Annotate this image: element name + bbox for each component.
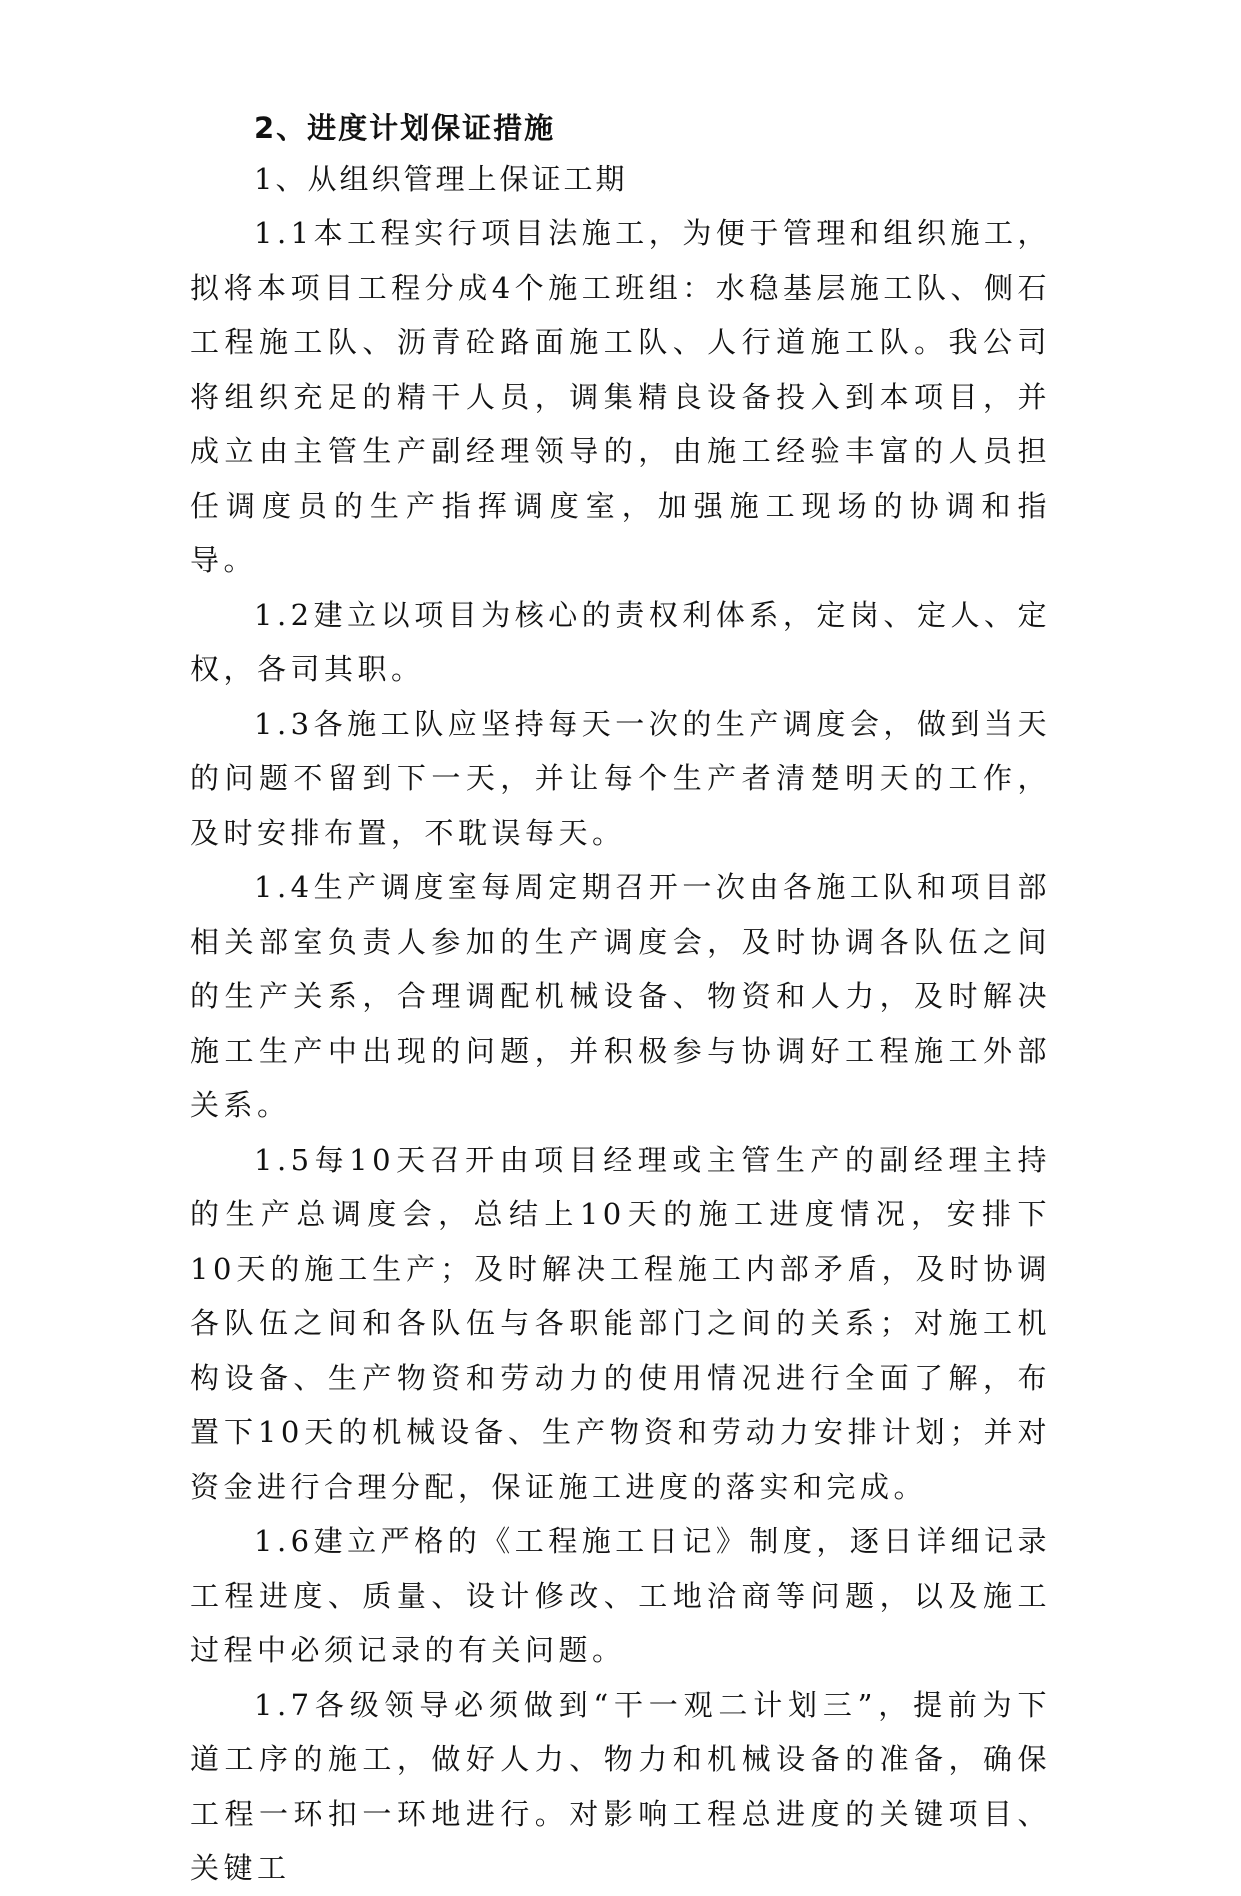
paragraph-1-5: 1.5每10天召开由项目经理或主管生产的副经理主持的生产总调度会，总结上10天的施工进度情况，安排下10天的施工生产；及时解决工程施工内部矛盾，及时协调各队伍之间和各队伍与各职能部门之间的关系；对施工机构设备、生产物资和劳动力的使用情况进行全面了解，布置下10天的机械设备、生产物资和劳动力安排计划；并对资金进行合理分配，保证施工进度的落实和完成。 <box>190 1142 1051 1504</box>
paragraph-1-1: 1.1本工程实行项目法施工，为便于管理和组织施工，拟将本项目工程分成4个施工班组：水稳基层施工队、侧石工程施工队、沥青砼路面施工队、人行道施工队。我公司将组织充足的精干人员，调集精良设备投入到本项目，并成立由主管生产副经理领导的，由施工经验丰富的人员担任调度员的生产指挥调度室，加强施工现场的协调和指导。 <box>190 216 1051 577</box>
subsection-heading: 1、从组织管理上保证工期 <box>254 162 628 196</box>
paragraph-1-4: 1.4生产调度室每周定期召开一次由各施工队和项目部相关部室负责人参加的生产调度会，及时协调各队伍之间的生产关系，合理调配机械设备、物资和人力，及时解决施工生产中出现的问题，并积极参与协调好工程施工外部关系。 <box>190 870 1051 1122</box>
paragraph-1-7: 1.7各级领导必须做到“干一观二计划三”，提前为下道工序的施工，做好人力、物力和机械设备的准备，确保工程一环扣一环地进行。对影响工程总进度的关键项目、关键工 <box>190 1687 1051 1885</box>
paragraph-1-2: 1.2建立以项目为核心的责权利体系，定岗、定人、定权，各司其职。 <box>190 597 1051 686</box>
paragraph-1-3: 1.3各施工队应坚持每天一次的生产调度会，做到当天的问题不留到下一天，并让每个生产者清楚明天的工作，及时安排布置，不耽误每天。 <box>190 706 1051 850</box>
paragraph-1-6: 1.6建立严格的《工程施工日记》制度，逐日详细记录工程进度、质量、设计修改、工地洽商等问题，以及施工过程中必须记录的有关问题。 <box>190 1524 1051 1667</box>
section-heading: 2、进度计划保证措施 <box>254 111 556 145</box>
